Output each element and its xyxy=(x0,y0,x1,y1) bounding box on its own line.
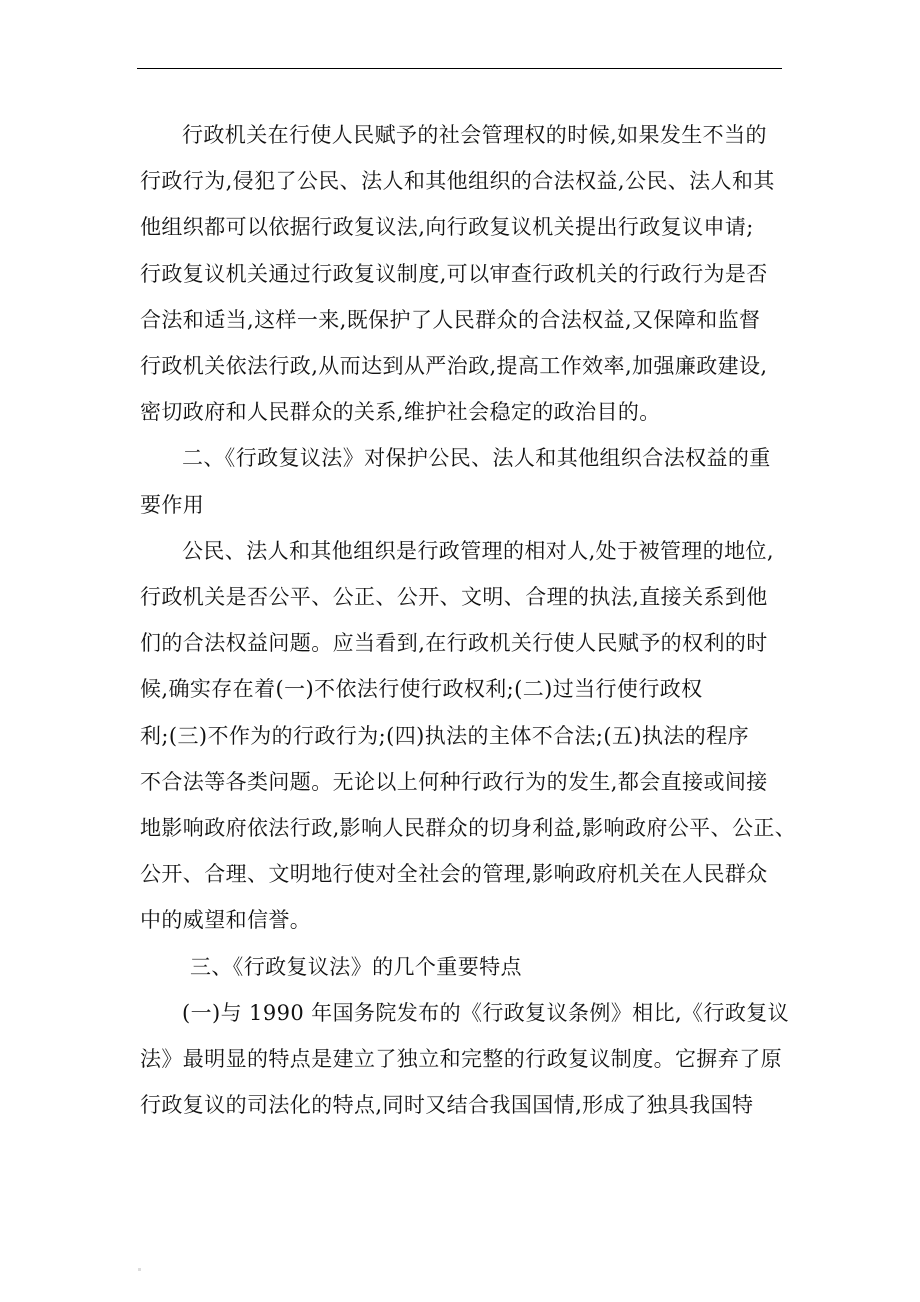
document-body xyxy=(140,112,797,1128)
text-line: (一)与 1990 年国务院发布的《行政复议条例》相比,《行政复议 xyxy=(182,1000,790,1025)
text-line: 不合法等各类问题。无论以上何种行政行为的发生,都会直接或间接 xyxy=(140,769,768,794)
text-line: 公民、法人和其他组织是行政管理的相对人,处于被管理的地位, xyxy=(182,538,774,563)
text-line: 行政机关在行使人民赋予的社会管理权的时候,如果发生不当的 xyxy=(182,123,767,147)
text-line: 利;(三)不作为的行政行为;(四)执法的主体不合法;(五)执法的程序 xyxy=(140,723,749,748)
text-line: 他组织都可以依据行政复议法,向行政复议机关提出行政复议申请; xyxy=(140,215,754,240)
text-line: 们的合法权益问题。应当看到,在行政机关行使人民赋予的权利的时 xyxy=(140,631,768,656)
text-line: 法》最明显的特点是建立了独立和完整的行政复议制度。它摒弃了原 xyxy=(140,1047,782,1072)
section-heading-2 xyxy=(140,435,785,527)
text-line: 合法和适当,这样一来,既保护了人民群众的合法权益,又保障和监督 xyxy=(140,307,761,332)
paragraph-3 xyxy=(140,990,790,1129)
text-line: 行政机关是否公平、公正、公开、文明、合理的执法,直接关系到他 xyxy=(140,585,768,610)
text-line: 密切政府和人民群众的关系,维护社会稳定的政治目的。 xyxy=(140,400,661,425)
text-line: 地影响政府依法行政,影响人民群众的切身利益,影响政府公平、公正、 xyxy=(140,816,797,841)
paragraph-2 xyxy=(140,528,797,944)
paragraph-1 xyxy=(140,112,785,435)
section-heading-3 xyxy=(140,944,785,990)
text-line: 行政机关依法行政,从而达到从严治政,提高工作效率,加强廉政建设, xyxy=(140,354,768,379)
text-line: 行政复议机关通过行政复议制度,可以审查行政机关的行政行为是否 xyxy=(140,261,768,286)
text-line: 中的威望和信誉。 xyxy=(140,908,312,933)
text-line: 行政行为,侵犯了公民、法人和其他组织的合法权益,公民、法人和其 xyxy=(140,169,775,194)
header-rule xyxy=(137,68,782,69)
heading-line: 要作用 xyxy=(140,492,205,517)
page-corner-mark xyxy=(138,1268,141,1271)
heading-line: 三、《行政复议法》的几个重要特点 xyxy=(190,954,522,979)
text-line: 行政复议的司法化的特点,同时又结合我国国情,形成了独具我国特 xyxy=(140,1093,754,1118)
text-line: 候,确实存在着(一)不依法行使行政权利;(二)过当行使行政权 xyxy=(140,677,703,702)
text-line: 公开、合理、文明地行使对全社会的管理,影响政府机关在人民群众 xyxy=(140,862,768,887)
heading-line: 二、《行政复议法》对保护公民、法人和其他组织合法权益的重 xyxy=(182,446,771,471)
